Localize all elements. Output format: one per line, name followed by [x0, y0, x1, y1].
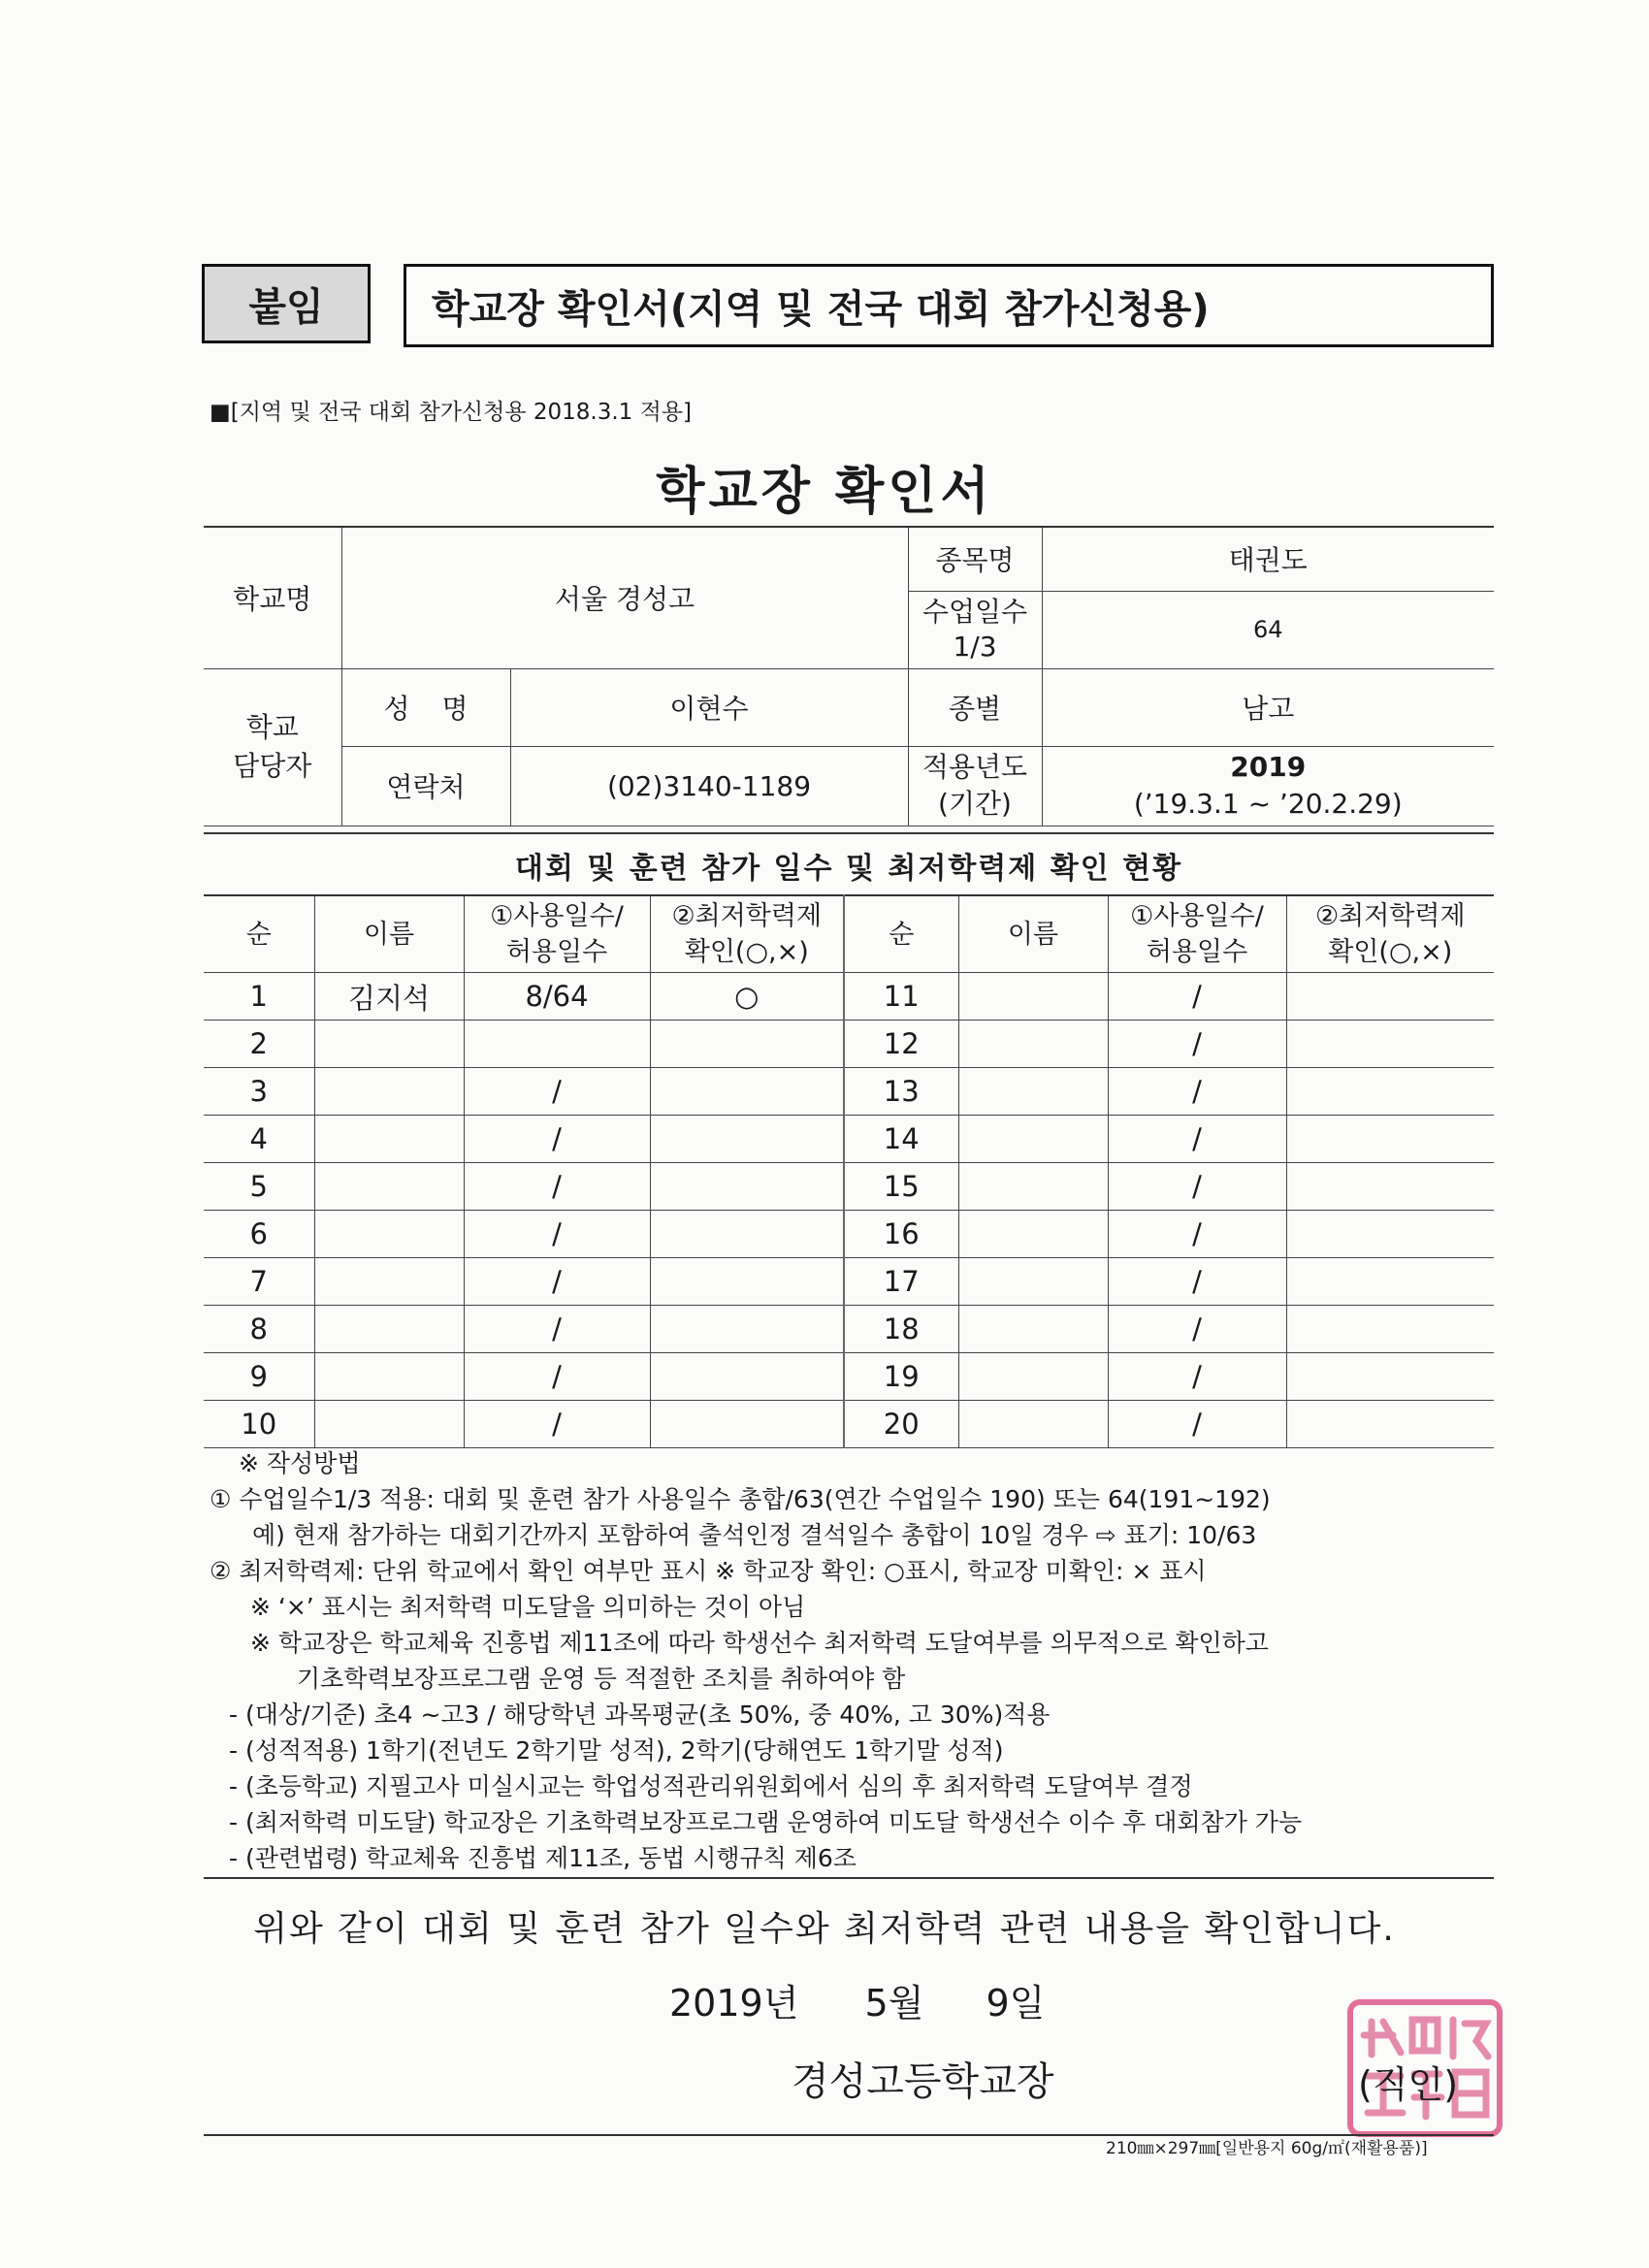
cell-check	[650, 1021, 844, 1068]
cell-days: 8/64	[464, 973, 650, 1021]
cell-check	[650, 1306, 844, 1353]
header-no: 순	[204, 895, 314, 973]
cell-check	[650, 1211, 844, 1258]
school-info-table	[204, 526, 1494, 826]
cell-name	[958, 1021, 1108, 1068]
cell-days: /	[1108, 1116, 1286, 1163]
cell-name	[314, 1211, 464, 1258]
days-label: 수업일수 1/3	[908, 591, 1042, 668]
instruction-line: - (대상/기준) 초4 ~고3 / 해당학년 과목평균(초 50%, 중 40%, 고 30%)적용	[229, 1701, 1051, 1729]
cell-no: 3	[204, 1068, 314, 1116]
table-row	[204, 1068, 1494, 1116]
cell-check	[650, 1068, 844, 1116]
header-no: 순	[844, 895, 958, 973]
date-month: 5월	[864, 1982, 924, 2025]
school-label: 학교명	[204, 527, 341, 668]
cell-no: 9	[204, 1353, 314, 1401]
name-label: 성 명	[341, 668, 510, 746]
cell-name	[958, 1401, 1108, 1448]
cell-name	[958, 973, 1108, 1021]
cell-days: /	[1108, 1401, 1286, 1448]
instruction-line: ② 최저학력제: 단위 학교에서 확인 여부만 표시 ※ 학교장 확인: ○표시, 학교장 미확인: × 표시	[210, 1557, 1207, 1585]
page-title: 학교장 확인서	[656, 463, 993, 521]
confirmation-statement: 위와 같이 대회 및 훈련 참가 일수와 최저학력 관련 내용을 확인합니다.	[253, 1909, 1396, 1949]
date-year: 2019년	[669, 1982, 799, 2025]
cell-days: /	[1108, 1068, 1286, 1116]
cell-days: /	[464, 1401, 650, 1448]
cell-days: /	[1108, 1306, 1286, 1353]
cell-name	[314, 1353, 464, 1401]
table-row	[204, 1353, 1494, 1401]
cell-no: 14	[844, 1116, 958, 1163]
cell-days: /	[1108, 1021, 1286, 1068]
cell-check	[1286, 1021, 1494, 1068]
cell-name	[314, 1258, 464, 1306]
cell-name	[958, 1068, 1108, 1116]
participation-table	[204, 894, 1494, 1448]
table-row	[204, 1401, 1494, 1448]
cell-days: /	[464, 1258, 650, 1306]
table-row	[204, 973, 1494, 1021]
phone-value: (02)3140-1189	[510, 746, 908, 826]
header-name: 이름	[958, 895, 1108, 973]
issue-date	[669, 1973, 1045, 2026]
cell-days: /	[1108, 1211, 1286, 1258]
cell-no: 13	[844, 1068, 958, 1116]
cell-days: /	[464, 1353, 650, 1401]
header-check: ②최저학력제 확인(○,×)	[1286, 895, 1494, 973]
principal-title: 경성고등학교장	[792, 2059, 1054, 2104]
instruction-line: - (초등학교) 지필고사 미실시교는 학업성적관리위원회에서 심의 후 최저학력 도달여부 결정	[229, 1772, 1193, 1800]
table-row	[204, 1211, 1494, 1258]
sport-value: 태권도	[1042, 527, 1494, 591]
cell-name	[314, 1306, 464, 1353]
contact-label: 학교 담당자	[204, 668, 341, 826]
cell-no: 1	[204, 973, 314, 1021]
cell-name	[958, 1211, 1108, 1258]
attachment-title: 학교장 확인서(지역 및 전국 대회 참가신청용)	[404, 264, 1494, 347]
cell-no: 11	[844, 973, 958, 1021]
table-row	[204, 1163, 1494, 1211]
cell-no: 4	[204, 1116, 314, 1163]
type-value: 남고	[1042, 668, 1494, 746]
cell-days: /	[1108, 973, 1286, 1021]
cell-name	[314, 1401, 464, 1448]
instruction-line: - (최저학력 미도달) 학교장은 기초학력보장프로그램 운영하여 미도달 학생선수 이수 후 대회참가 가능	[229, 1808, 1303, 1836]
cell-no: 10	[204, 1401, 314, 1448]
year-value: 2019	[1230, 751, 1307, 783]
cell-no: 12	[844, 1021, 958, 1068]
cell-check	[650, 1401, 844, 1448]
cell-days: /	[464, 1163, 650, 1211]
sport-label: 종목명	[908, 527, 1042, 591]
cell-days: /	[464, 1068, 650, 1116]
cell-check	[1286, 973, 1494, 1021]
cell-name	[958, 1353, 1108, 1401]
cell-name	[958, 1306, 1108, 1353]
cell-name	[958, 1258, 1108, 1306]
paper-spec: 210㎜×297㎜[일반용지 60g/㎡(재활용품)]	[1106, 2139, 1428, 2158]
school-value: 서울 경성고	[341, 527, 908, 668]
cell-days: /	[464, 1116, 650, 1163]
header-check: ②최저학력제 확인(○,×)	[650, 895, 844, 973]
table-row	[204, 1116, 1494, 1163]
cell-no: 7	[204, 1258, 314, 1306]
year-cell	[1042, 746, 1494, 826]
cell-no: 18	[844, 1306, 958, 1353]
year-label: 적용년도 (기간)	[908, 746, 1042, 826]
type-label: 종별	[908, 668, 1042, 746]
applies-note: ■[지역 및 전국 대회 참가신청용 2018.3.1 적용]	[210, 400, 693, 425]
cell-check	[650, 1258, 844, 1306]
instruction-line: - (성적적용) 1학기(전년도 2학기말 성적), 2학기(당해연도 1학기말 성적)	[229, 1736, 1004, 1765]
cell-no: 8	[204, 1306, 314, 1353]
cell-no: 20	[844, 1401, 958, 1448]
cell-days: /	[1108, 1163, 1286, 1211]
cell-name	[958, 1116, 1108, 1163]
header-days: ①사용일수/ 허용일수	[1108, 895, 1286, 973]
cell-days	[464, 1021, 650, 1068]
cell-check: ○	[650, 973, 844, 1021]
cell-name	[314, 1068, 464, 1116]
cell-check	[1286, 1258, 1494, 1306]
year-period: (’19.3.1 ~ ’20.2.29)	[1133, 788, 1403, 820]
date-day: 9일	[986, 1982, 1046, 2025]
instruction-line: - (관련법령) 학교체육 진흥법 제11조, 동법 시행규칙 제6조	[229, 1844, 857, 1872]
cell-no: 2	[204, 1021, 314, 1068]
instruction-line: 예) 현재 참가하는 대회기간까지 포함하여 출석인정 결석일수 총합이 10일 경우 ⇨ 표기: 10/63	[252, 1521, 1257, 1549]
cell-name: 김지석	[314, 973, 464, 1021]
section-title: 대회 및 훈련 참가 일수 및 최저학력제 확인 현황	[204, 832, 1494, 896]
cell-check	[1286, 1211, 1494, 1258]
cell-no: 16	[844, 1211, 958, 1258]
instruction-line: 기초학력보장프로그램 운영 등 적절한 조치를 취하여야 함	[297, 1665, 906, 1693]
cell-check	[1286, 1163, 1494, 1211]
seal-label: (직인)	[1358, 2063, 1459, 2106]
cell-no: 19	[844, 1353, 958, 1401]
instruction-line: ※ 작성방법	[239, 1449, 361, 1477]
divider	[204, 1877, 1494, 1879]
cell-check	[1286, 1116, 1494, 1163]
header-name: 이름	[314, 895, 464, 973]
table-row	[204, 1021, 1494, 1068]
table-row	[204, 1258, 1494, 1306]
cell-no: 17	[844, 1258, 958, 1306]
cell-check	[1286, 1401, 1494, 1448]
cell-no: 15	[844, 1163, 958, 1211]
instruction-line: ① 수업일수1/3 적용: 대회 및 훈련 참가 사용일수 총합/63(연간 수업일수 190) 또는 64(191~192)	[210, 1485, 1271, 1513]
cell-days: /	[1108, 1258, 1286, 1306]
instructions	[210, 1445, 1500, 1876]
cell-check	[1286, 1068, 1494, 1116]
cell-no: 6	[204, 1211, 314, 1258]
attachment-badge: 붙임	[202, 264, 371, 343]
cell-name	[958, 1163, 1108, 1211]
cell-days: /	[464, 1306, 650, 1353]
days-value: 64	[1042, 591, 1494, 668]
name-value: 이현수	[510, 668, 908, 746]
instruction-line: ※ ‘×’ 표시는 최저학력 미도달을 의미하는 것이 아님	[250, 1593, 806, 1621]
cell-check	[650, 1163, 844, 1211]
cell-days: /	[1108, 1353, 1286, 1401]
header-days: ①사용일수/ 허용일수	[464, 895, 650, 973]
cell-name	[314, 1021, 464, 1068]
cell-name	[314, 1163, 464, 1211]
table-row	[204, 1306, 1494, 1353]
cell-check	[650, 1116, 844, 1163]
cell-check	[650, 1353, 844, 1401]
cell-check	[1286, 1306, 1494, 1353]
cell-days: /	[464, 1211, 650, 1258]
cell-check	[1286, 1353, 1494, 1401]
cell-name	[314, 1116, 464, 1163]
instruction-line: ※ 학교장은 학교체육 진흥법 제11조에 따라 학생선수 최저학력 도달여부를 의무적으로 확인하고	[250, 1629, 1269, 1657]
phone-label: 연락처	[341, 746, 510, 826]
cell-no: 5	[204, 1163, 314, 1211]
